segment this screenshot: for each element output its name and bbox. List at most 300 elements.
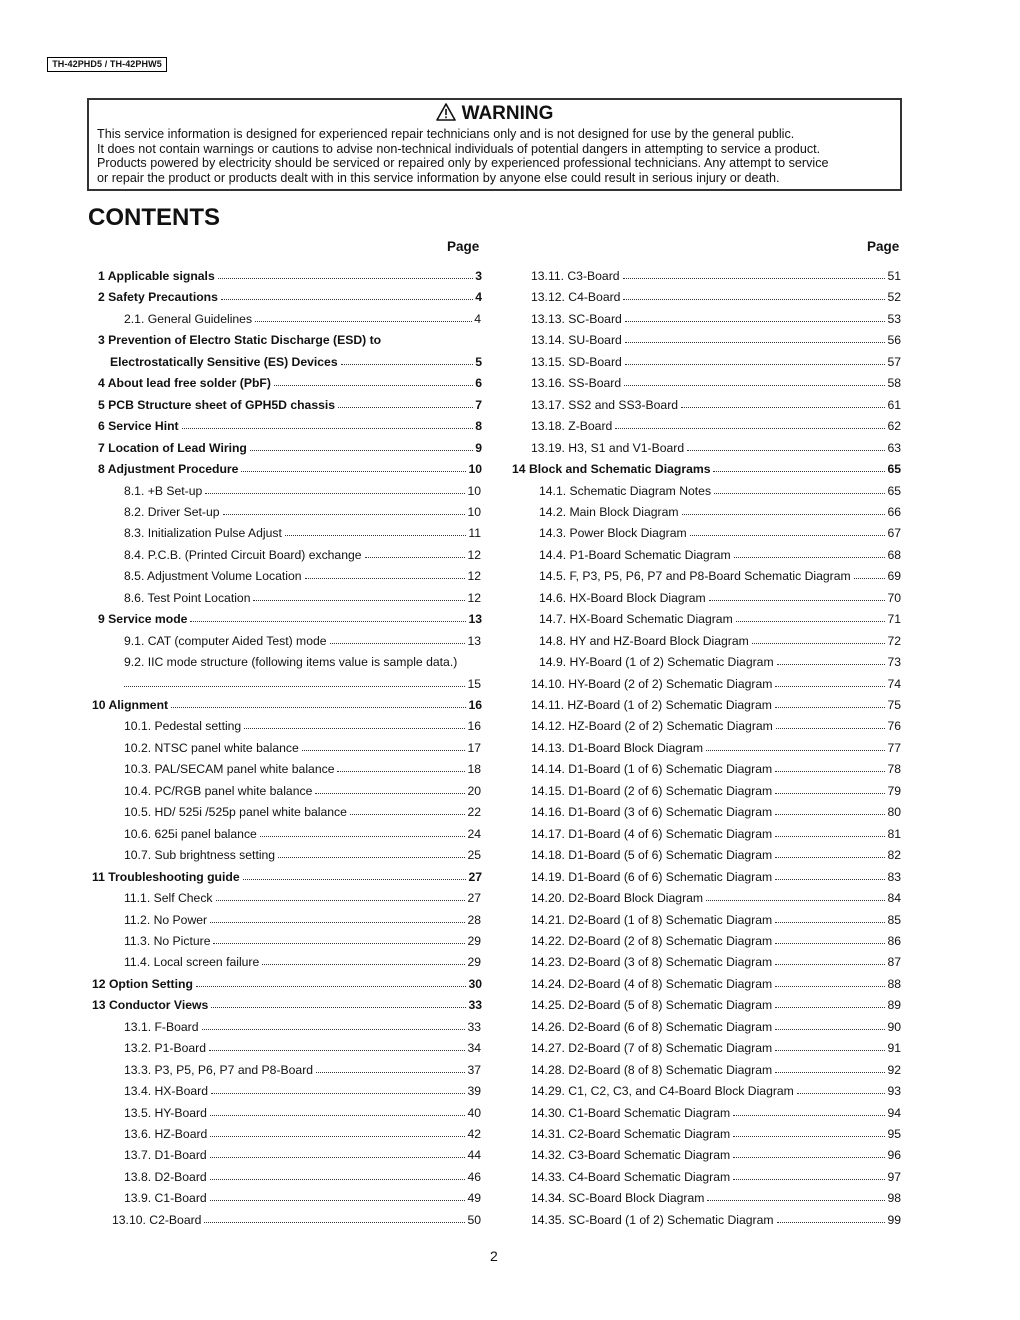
toc-entry-page: 10 [467, 504, 481, 519]
toc-entry-label: 14.27. D2-Board (7 of 8) Schematic Diagram [531, 1041, 773, 1056]
toc-entry[interactable] [92, 991, 482, 1012]
toc-leader-dots [625, 364, 886, 365]
toc-entry-label: 14.1. Schematic Diagram Notes [539, 483, 712, 498]
toc-entry-page: 51 [887, 269, 901, 283]
toc-leader-dots [706, 750, 885, 751]
toc-leader-dots [775, 1029, 885, 1030]
toc-entry[interactable] [531, 1077, 901, 1098]
toc-entry-page: 22 [467, 805, 481, 820]
toc-entry-label: 8.5. Adjustment Volume Location [124, 569, 302, 584]
toc-entry-label: 14 Block and Schematic Diagrams [512, 462, 711, 477]
toc-leader-dots [775, 771, 885, 772]
toc-entry[interactable] [124, 562, 481, 583]
warning-line: or repair the product or products dealt with in this service information by anyone else could result in serious injury or death. [97, 170, 780, 185]
toc-entry-label: 14.26. D2-Board (6 of 8) Schematic Diagram [531, 1019, 773, 1034]
toc-leader-dots [210, 1179, 466, 1180]
toc-entry-label: 4 About lead free solder (PbF) [98, 376, 271, 391]
toc-entry-page: 15 [467, 676, 481, 691]
toc-leader-dots [278, 857, 465, 858]
toc-entry[interactable] [531, 412, 901, 433]
toc-entry-label: 10.4. PC/RGB panel white balance [124, 783, 313, 798]
toc-entry-label: 8 Adjustment Procedure [98, 462, 239, 477]
toc-leader-dots [260, 836, 466, 837]
toc-entry-page: 16 [467, 719, 481, 734]
toc-entry-label: 10.6. 625i panel balance [124, 826, 257, 841]
toc-entry-page: 83 [887, 869, 901, 884]
toc-entry-page: 46 [467, 1169, 481, 1184]
toc-entry[interactable] [531, 348, 901, 369]
toc-entry-label: 8.6. Test Point Location [124, 590, 251, 605]
toc-entry-label: 11.4. Local screen failure [124, 955, 260, 970]
toc-entry-page: 12 [467, 569, 481, 584]
toc-entry[interactable] [124, 670, 481, 691]
toc-entry-page: 3 [475, 269, 482, 283]
toc-entry-page: 58 [887, 376, 901, 391]
toc-leader-dots [182, 428, 474, 429]
toc-entry-page: 4 [474, 311, 481, 326]
toc-entry-label: 6 Service Hint [98, 419, 179, 434]
toc-entry-label: 13.1. F-Board [124, 1019, 199, 1034]
toc-entry-label: 13.3. P3, P5, P6, P7 and P8-Board [124, 1062, 314, 1077]
toc-entry[interactable] [124, 884, 481, 905]
toc-leader-dots [776, 728, 886, 729]
toc-entry[interactable] [539, 648, 901, 669]
toc-entry-page: 10 [467, 483, 481, 498]
toc-leader-dots [775, 793, 885, 794]
toc-leader-dots [210, 1157, 466, 1158]
toc-entry-page: 27 [468, 869, 482, 884]
toc-leader-dots [210, 1136, 465, 1137]
toc-entry-page: 76 [887, 719, 901, 734]
toc-entry-page: 65 [887, 462, 901, 477]
toc-entry-label: 14.8. HY and HZ-Board Block Diagram [539, 633, 749, 648]
toc-entry[interactable] [110, 348, 482, 369]
toc-leader-dots [365, 557, 466, 558]
toc-leader-dots [330, 643, 466, 644]
toc-leader-dots [262, 964, 465, 965]
toc-entry[interactable] [124, 1077, 481, 1098]
toc-entry-label: 14.35. SC-Board (1 of 2) Schematic Diagram [531, 1212, 774, 1227]
toc-entry-label: 8.1. +B Set-up [124, 483, 203, 498]
toc-leader-dots [204, 1222, 465, 1223]
toc-entry-label: 14.10. HY-Board (2 of 2) Schematic Diagram [531, 676, 773, 691]
toc-entry[interactable] [531, 841, 901, 862]
toc-entry-page: 33 [468, 998, 482, 1013]
toc-entry-page: 53 [887, 311, 901, 326]
toc-entry-page: 16 [468, 698, 482, 712]
toc-entry-page: 86 [887, 933, 901, 948]
toc-entry-label: Electrostatically Sensitive (ES) Devices [110, 354, 338, 369]
toc-entry-page: 98 [887, 1191, 901, 1206]
toc-entry[interactable] [98, 283, 482, 304]
toc-entry[interactable] [531, 1184, 901, 1205]
toc-entry-page: 13 [467, 633, 481, 648]
toc-entry[interactable] [124, 498, 481, 519]
toc-leader-dots [733, 1157, 885, 1158]
toc-entry-page: 74 [887, 676, 901, 691]
warning-line: It does not contain warnings or cautions to advise non-technical individuals of potential dangers in attempting to service a product. [97, 141, 821, 156]
toc-entry[interactable] [512, 455, 901, 476]
toc-entry-label: 14.17. D1-Board (4 of 6) Schematic Diagram [531, 826, 773, 841]
toc-entry[interactable] [531, 798, 901, 819]
toc-entry-page: 39 [467, 1084, 481, 1099]
toc-entry[interactable] [124, 1120, 481, 1141]
toc-leader-dots [623, 299, 885, 300]
toc-entry-page: 30 [468, 976, 482, 991]
toc-leader-dots [775, 707, 886, 708]
toc-entry-label: 14.23. D2-Board (3 of 8) Schematic Diagram [531, 955, 773, 970]
toc-leader-dots [305, 578, 466, 579]
toc-entry[interactable] [531, 305, 901, 326]
toc-entry[interactable] [531, 1120, 901, 1141]
toc-entry-page: 56 [887, 333, 901, 348]
toc-entry[interactable] [124, 820, 481, 841]
toc-entry[interactable] [98, 262, 482, 283]
toc-entry[interactable] [124, 584, 481, 605]
toc-entry-page: 37 [467, 1062, 481, 1077]
toc-entry-page: 88 [887, 976, 901, 991]
toc-entry-page: 5 [475, 354, 482, 369]
toc-entry[interactable] [98, 412, 482, 433]
toc-entry-label: 9.2. IIC mode structure (following items value is sample data.) [124, 655, 458, 670]
toc-leader-dots [615, 428, 885, 429]
toc-entry-label: 14.18. D1-Board (5 of 6) Schematic Diagram [531, 848, 773, 863]
toc-entry-page: 8 [475, 419, 482, 434]
toc-entry-label: 9.1. CAT (computer Aided Test) mode [124, 633, 327, 648]
toc-entry-label: 10.3. PAL/SECAM panel white balance [124, 762, 335, 777]
toc-entry-page: 78 [887, 762, 901, 777]
toc-leader-dots [241, 471, 466, 472]
toc-entry-label: 14.9. HY-Board (1 of 2) Schematic Diagram [539, 655, 774, 670]
toc-leader-dots [625, 342, 886, 343]
toc-entry[interactable] [531, 777, 901, 798]
toc-entry-label: 14.16. D1-Board (3 of 6) Schematic Diagram [531, 805, 773, 820]
toc-leader-dots [681, 407, 885, 408]
toc-entry-page: 6 [475, 376, 482, 391]
toc-entry[interactable] [531, 1206, 901, 1227]
toc-entry[interactable] [124, 948, 481, 969]
model-number-label: TH-42PHD5 / TH-42PHW5 [47, 57, 167, 72]
toc-entry-page: 69 [887, 569, 901, 584]
toc-entry[interactable] [531, 948, 901, 969]
toc-entry[interactable] [124, 1184, 481, 1205]
toc-entry-label: 8.4. P.C.B. (Printed Circuit Board) exchange [124, 547, 362, 562]
toc-leader-dots [734, 557, 886, 558]
toc-entry[interactable] [124, 841, 481, 862]
toc-entry-page: 66 [887, 504, 901, 519]
toc-leader-dots [733, 1179, 885, 1180]
toc-entry-label: 14.25. D2-Board (5 of 8) Schematic Diagram [531, 998, 773, 1013]
toc-entry[interactable] [531, 262, 901, 283]
toc-entry-label: 13.4. HX-Board [124, 1084, 209, 1099]
warning-triangle-icon [436, 103, 456, 121]
toc-entry-label: 8.2. Driver Set-up [124, 504, 220, 519]
toc-entry-page: 40 [467, 1105, 481, 1120]
toc-entry[interactable] [539, 498, 901, 519]
toc-entry[interactable] [531, 1099, 901, 1120]
toc-entry-page: 68 [887, 547, 901, 562]
toc-entry[interactable] [531, 1141, 901, 1162]
toc-leader-dots [775, 922, 885, 923]
toc-leader-dots [202, 1029, 466, 1030]
toc-entry[interactable] [539, 562, 901, 583]
toc-entry-page: 67 [887, 526, 901, 541]
toc-entry-label: 10 Alignment [92, 698, 169, 712]
toc-entry[interactable] [531, 734, 901, 755]
toc-entry-page: 4 [475, 290, 482, 305]
toc-leader-dots [736, 621, 886, 622]
toc-leader-dots [190, 621, 466, 622]
toc-entry-page: 44 [467, 1148, 481, 1163]
toc-leader-dots [706, 900, 885, 901]
toc-entry[interactable] [539, 627, 901, 648]
toc-entry[interactable] [539, 519, 901, 540]
toc-leader-dots [775, 1072, 885, 1073]
toc-leader-dots [285, 535, 466, 536]
toc-entry[interactable] [124, 477, 481, 498]
toc-entry-label: 10.7. Sub brightness setting [124, 848, 276, 863]
warning-title [89, 103, 900, 125]
toc-entry[interactable] [98, 434, 482, 455]
toc-entry-label: 14.15. D1-Board (2 of 6) Schematic Diagram [531, 783, 773, 798]
toc-leader-dots [205, 493, 465, 494]
toc-entry-page: 61 [887, 397, 901, 412]
toc-entry-page: 7 [475, 397, 482, 412]
toc-entry-label: 11 Troubleshooting guide [92, 869, 240, 884]
warning-text [89, 125, 900, 185]
toc-entry[interactable] [531, 820, 901, 841]
toc-entry[interactable] [531, 991, 901, 1012]
toc-entry-label: 10.1. Pedestal setting [124, 719, 242, 734]
toc-entry[interactable] [98, 391, 482, 412]
page-number: 2 [490, 1248, 498, 1264]
toc-entry-label: 12 Option Setting [92, 976, 193, 991]
toc-leader-dots [316, 1072, 465, 1073]
toc-entry[interactable] [531, 1163, 901, 1184]
toc-entry-label: 13.5. HY-Board [124, 1105, 207, 1120]
toc-entry-page: 10 [468, 462, 482, 477]
toc-entry[interactable] [531, 755, 901, 776]
toc-entry-label: 13.7. D1-Board [124, 1148, 207, 1163]
toc-entry[interactable] [531, 369, 901, 390]
toc-entry-page: 99 [887, 1212, 901, 1227]
toc-entry[interactable] [124, 305, 481, 326]
toc-entry-label: 14.24. D2-Board (4 of 8) Schematic Diagram [531, 976, 773, 991]
toc-entry[interactable] [92, 970, 482, 991]
toc-entry[interactable] [531, 434, 901, 455]
toc-entry[interactable] [531, 863, 901, 884]
toc-entry-label: 8.3. Initialization Pulse Adjust [124, 526, 282, 541]
toc-entry[interactable] [98, 455, 482, 476]
toc-entry[interactable] [124, 906, 481, 927]
toc-entry-label: 14.33. C4-Board Schematic Diagram [531, 1169, 731, 1184]
toc-entry[interactable] [531, 1056, 901, 1077]
toc-entry[interactable] [124, 1141, 481, 1162]
toc-entry-page: 92 [887, 1062, 901, 1077]
toc-entry-page: 18 [467, 762, 481, 777]
toc-entry-label: 3 Prevention of Electro Static Discharge (ESD) to [98, 333, 382, 348]
toc-entry-page: 90 [887, 1019, 901, 1034]
toc-entry[interactable] [124, 1056, 481, 1077]
left-page-header: Page [447, 239, 480, 254]
toc-entry[interactable] [124, 648, 481, 669]
toc-entry-label: 11.2. No Power [124, 912, 208, 927]
toc-entry-label: 14.19. D1-Board (6 of 6) Schematic Diagram [531, 869, 773, 884]
toc-entry[interactable] [124, 777, 481, 798]
toc-leader-dots [797, 1093, 886, 1094]
toc-entry-page: 20 [467, 783, 481, 798]
toc-entry[interactable] [124, 798, 481, 819]
toc-entry-page: 93 [887, 1084, 901, 1099]
toc-entry-page: 81 [887, 826, 901, 841]
toc-entry[interactable] [124, 712, 481, 733]
toc-entry-label: 5 PCB Structure sheet of GPH5D chassis [98, 397, 336, 412]
toc-entry[interactable] [98, 605, 482, 626]
toc-entry[interactable] [531, 283, 901, 304]
toc-leader-dots [714, 493, 885, 494]
toc-entry[interactable] [539, 541, 901, 562]
toc-entry[interactable] [124, 1163, 481, 1184]
toc-entry-page: 82 [887, 848, 901, 863]
toc-entry-label: 14.2. Main Block Diagram [539, 504, 679, 519]
toc-leader-dots [624, 385, 885, 386]
toc-entry-label: 13.9. C1-Board [124, 1191, 207, 1206]
toc-entry-page: 49 [467, 1191, 481, 1206]
toc-leader-dots [223, 514, 466, 515]
toc-entry-page: 70 [887, 590, 901, 605]
toc-entry-label: 14.32. C3-Board Schematic Diagram [531, 1148, 731, 1163]
toc-leader-dots [777, 1222, 886, 1223]
toc-entry-label: 13.12. C4-Board [531, 290, 621, 305]
toc-entry-label: 13.14. SU-Board [531, 333, 622, 348]
toc-entry-label: 14.29. C1, C2, C3, and C4-Board Block Diagram [531, 1084, 794, 1099]
toc-entry[interactable] [98, 369, 482, 390]
toc-entry-label: 14.22. D2-Board (2 of 8) Schematic Diagram [531, 933, 773, 948]
toc-entry-page: 25 [467, 848, 481, 863]
toc-entry-label: 13.13. SC-Board [531, 311, 622, 326]
toc-leader-dots [243, 879, 467, 880]
toc-leader-dots [253, 600, 465, 601]
toc-entry[interactable] [531, 326, 901, 347]
toc-leader-dots [733, 1115, 885, 1116]
toc-entry-page: 63 [887, 440, 901, 455]
toc-entry[interactable] [124, 1013, 481, 1034]
toc-leader-dots [854, 578, 886, 579]
toc-entry[interactable] [531, 691, 901, 712]
toc-entry-page: 62 [887, 419, 901, 434]
toc-entry[interactable] [98, 326, 482, 347]
toc-leader-dots [274, 385, 473, 386]
toc-entry[interactable] [531, 1034, 901, 1055]
toc-leader-dots [775, 879, 885, 880]
toc-entry-label: 13.18. Z-Board [531, 419, 613, 434]
toc-leader-dots [213, 943, 465, 944]
toc-leader-dots [302, 750, 466, 751]
toc-entry-page: 71 [887, 612, 901, 627]
toc-entry-page: 96 [887, 1148, 901, 1163]
toc-entry-label: 14.6. HX-Board Block Diagram [539, 590, 706, 605]
toc-leader-dots [709, 600, 886, 601]
toc-entry[interactable] [92, 691, 482, 712]
toc-entry[interactable] [124, 1099, 481, 1120]
toc-leader-dots [775, 857, 885, 858]
toc-entry[interactable] [531, 670, 901, 691]
toc-entry[interactable] [92, 863, 482, 884]
toc-entry-page: 73 [887, 655, 901, 670]
toc-leader-dots [315, 793, 465, 794]
toc-entry-page: 75 [887, 698, 901, 712]
toc-leader-dots [338, 407, 473, 408]
toc-entry-label: 13.6. HZ-Board [124, 1127, 208, 1141]
toc-entry[interactable] [531, 712, 901, 733]
toc-leader-dots [777, 664, 886, 665]
toc-entry[interactable] [124, 734, 481, 755]
toc-entry[interactable] [531, 884, 901, 905]
toc-leader-dots [337, 771, 465, 772]
toc-leader-dots [775, 943, 885, 944]
toc-entry-label: 14.20. D2-Board Block Diagram [531, 891, 704, 906]
toc-entry[interactable] [124, 519, 481, 540]
toc-entry[interactable] [124, 927, 481, 948]
toc-entry-label: 13.17. SS2 and SS3-Board [531, 397, 679, 412]
toc-leader-dots [244, 728, 465, 729]
toc-entry-page: 87 [887, 955, 901, 970]
warning-line: Products powered by electricity should be serviced or repaired only by experienced professional technicians. Any attempt to service [97, 156, 829, 171]
toc-entry-page: 89 [887, 998, 901, 1013]
toc-entry-page: 57 [887, 354, 901, 369]
toc-entry-label: 13.2. P1-Board [124, 1041, 206, 1056]
toc-entry[interactable] [531, 970, 901, 991]
toc-entry[interactable] [531, 906, 901, 927]
toc-entry-page: 17 [467, 740, 481, 755]
toc-entry[interactable] [539, 584, 901, 605]
warning-box [87, 98, 902, 191]
toc-entry[interactable] [539, 477, 901, 498]
toc-entry-page: 13 [468, 612, 482, 627]
toc-entry-page: 79 [887, 783, 901, 798]
toc-leader-dots [341, 364, 474, 365]
toc-leader-dots [211, 1007, 466, 1008]
toc-leader-dots [682, 514, 886, 515]
toc-entry-label: 14.5. F, P3, P5, P6, P7 and P8-Board Schematic Diagram [539, 569, 851, 584]
toc-entry[interactable] [531, 927, 901, 948]
toc-entry-page: 34 [467, 1041, 481, 1056]
toc-leader-dots [733, 1136, 885, 1137]
toc-entry[interactable] [124, 541, 481, 562]
toc-entry[interactable] [531, 391, 901, 412]
toc-leader-dots [221, 299, 473, 300]
toc-entry[interactable] [124, 627, 481, 648]
toc-entry-label: 14.21. D2-Board (1 of 8) Schematic Diagram [531, 912, 773, 927]
contents-title: CONTENTS [88, 204, 220, 231]
toc-entry-page: 12 [467, 590, 481, 605]
toc-leader-dots [210, 1115, 466, 1116]
toc-leader-dots [209, 1050, 465, 1051]
toc-entry-label: 13.10. C2-Board [112, 1212, 202, 1227]
toc-entry-page: 91 [887, 1041, 901, 1056]
right-page-header: Page [867, 239, 900, 254]
toc-entry[interactable] [531, 1013, 901, 1034]
toc-entry-page: 97 [887, 1169, 901, 1184]
toc-leader-dots [218, 278, 473, 279]
toc-entry[interactable] [124, 755, 481, 776]
toc-entry-label: 1 Applicable signals [98, 269, 215, 283]
toc-entry[interactable] [112, 1206, 481, 1227]
toc-entry-label: 13 Conductor Views [92, 998, 209, 1013]
toc-entry-label: 13.8. D2-Board [124, 1169, 207, 1184]
toc-entry[interactable] [539, 605, 901, 626]
toc-entry[interactable] [124, 1034, 481, 1055]
